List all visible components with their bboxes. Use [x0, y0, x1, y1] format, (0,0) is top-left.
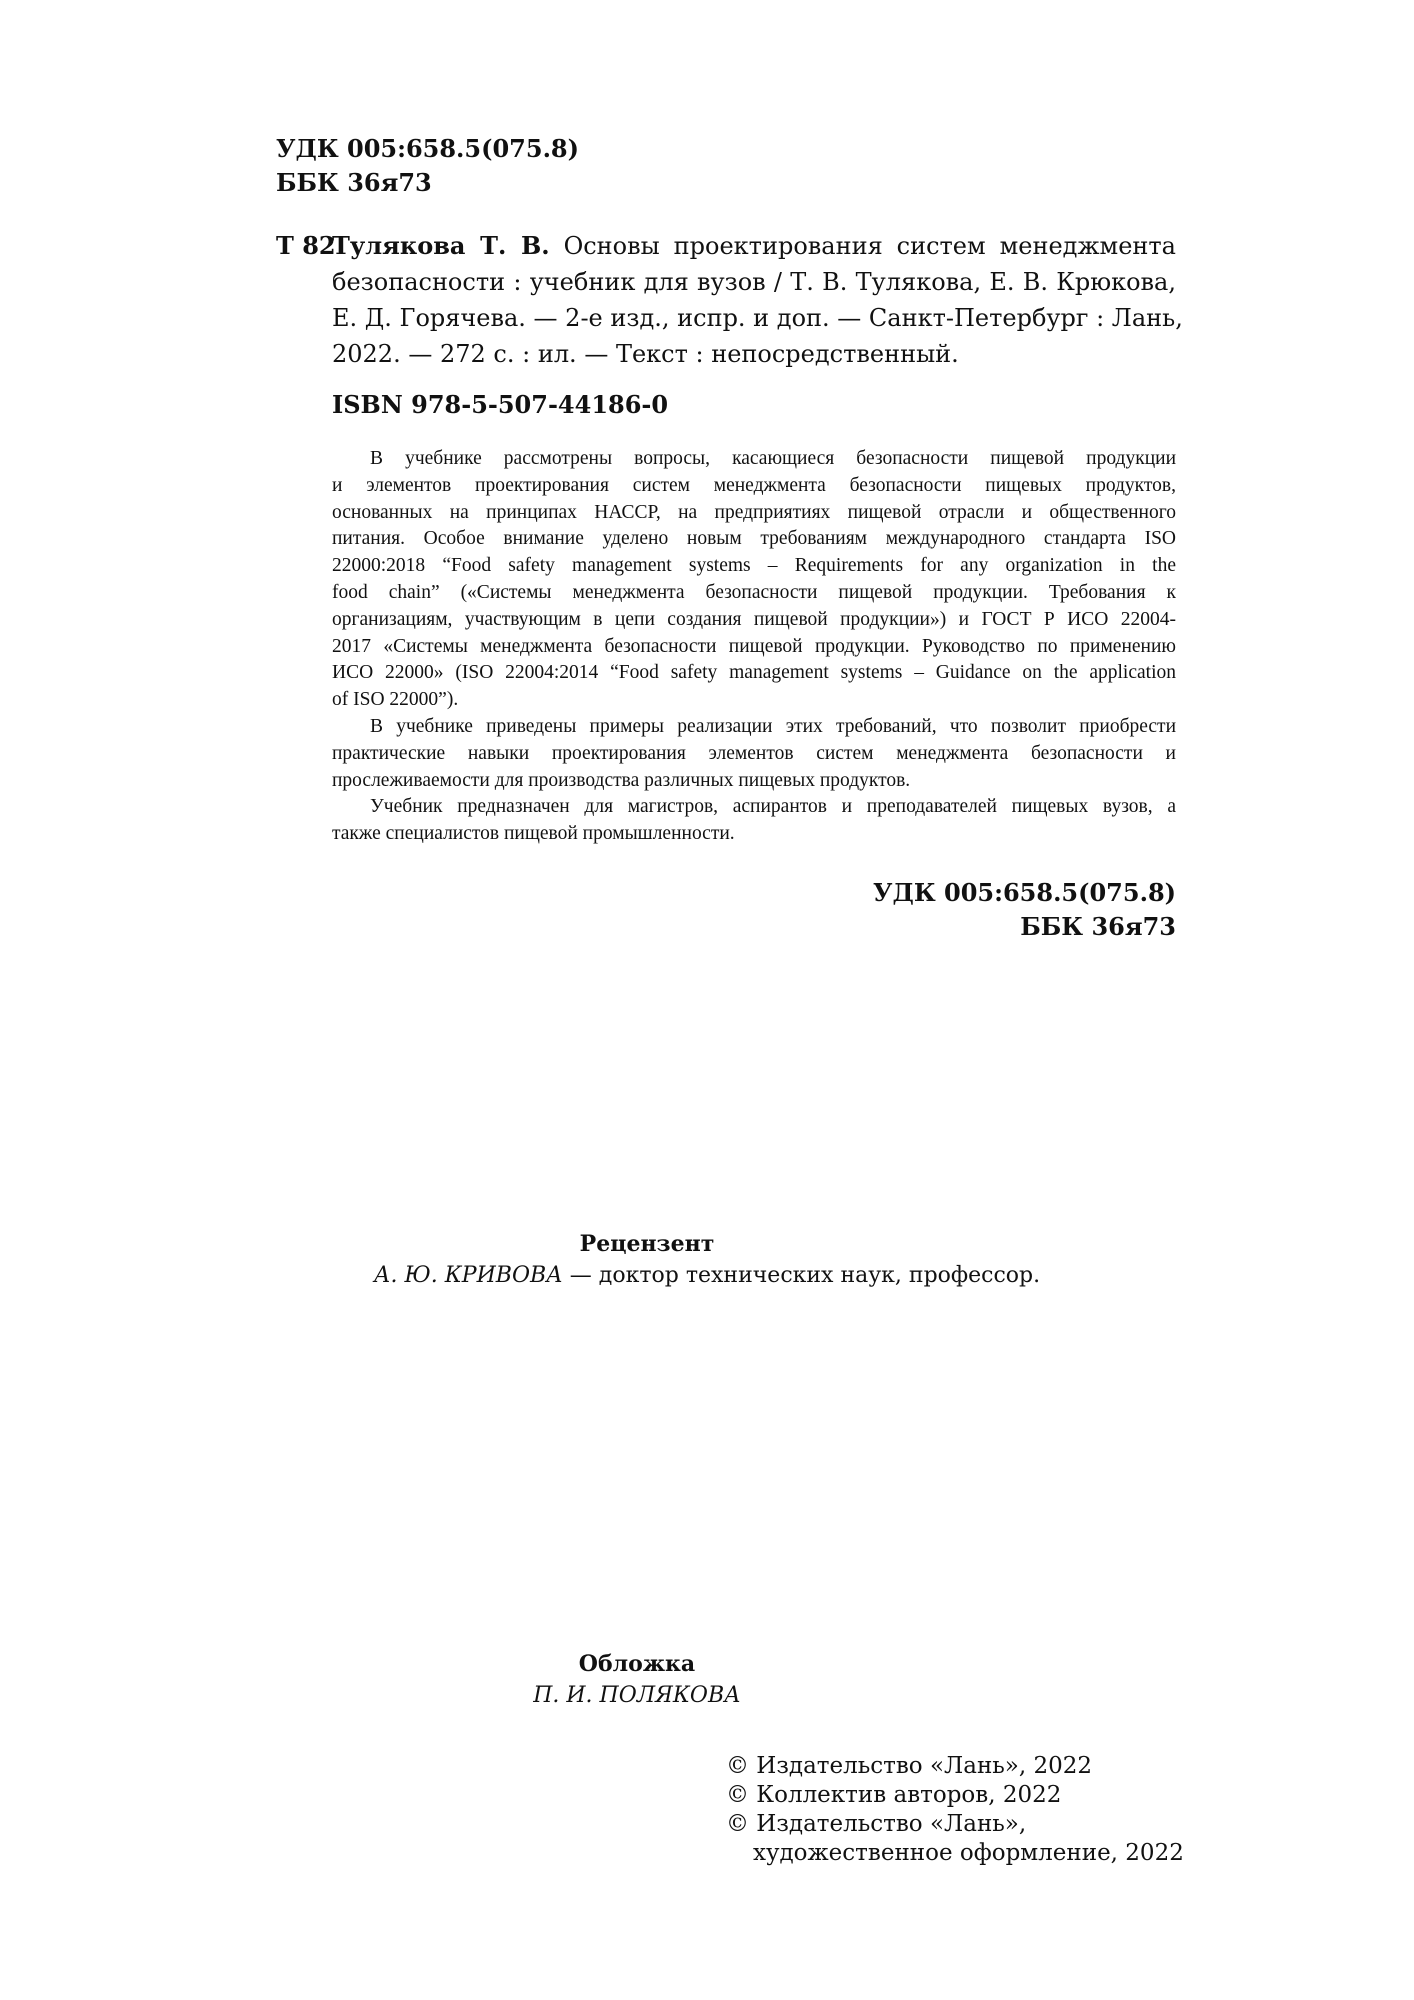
reviewer-name: А. Ю. КРИВОВА: [373, 1263, 563, 1288]
abstract-line: прослеживаемости для производства различных пищевых продуктов.: [332, 769, 911, 791]
abstract-line: питания. Особое внимание уделено новым требованиям международного стандарта ISO: [332, 528, 1176, 550]
abstract-paragraph-1: [332, 446, 1176, 714]
abstract-line: of ISO 22000”).: [332, 689, 459, 711]
biblio-line-3: Е. Д. Горячева. — 2-е изд., испр. и доп. — Санкт-Петербург : Лань,: [332, 304, 1183, 332]
abstract-line: В учебнике рассмотрены вопросы, касающиеся безопасности пищевой продукции: [370, 448, 1176, 469]
copyright-block: [726, 1752, 1184, 1868]
abstract-paragraph-3: [332, 794, 1176, 848]
abstract-line: практические навыки проектирования элементов систем менеджмента безопасности и: [332, 742, 1176, 764]
copyright-line-design-cont: художественное оформление, 2022: [753, 1840, 1184, 1866]
reviewer-description: — доктор технических наук, профессор.: [562, 1263, 1041, 1288]
abstract-line: 22000:2018 “Food safety management systems – Requirements for any organization in the: [332, 555, 1176, 577]
biblio-line-2: безопасности : учебник для вузов / Т. В. Тулякова, Е. В. Крюкова,: [332, 268, 1176, 296]
abstract: [332, 446, 1176, 848]
abstract-line: ИСО 22000» (ISO 22004:2014 “Food safety management systems – Guidance on the application: [332, 662, 1176, 684]
reviewer-heading: Рецензент: [579, 1231, 715, 1257]
abstract-line: основанных на принципах НАССР, на предприятиях пищевой отрасли и общественного: [332, 501, 1176, 523]
bbk-code-bottom: ББК 36я73: [1020, 912, 1176, 941]
udk-code-bottom: УДК 005:658.5(075.8): [873, 878, 1176, 907]
abstract-line: организациям, участвующим в цепи создания пищевой продукции») и ГОСТ Р ИСО 22004-: [332, 608, 1176, 630]
cover-heading: Обложка: [578, 1651, 696, 1677]
author-sign-code: Т 82: [276, 231, 336, 260]
abstract-line: 2017 «Системы менеджмента безопасности пищевой продукции. Руководство по применению: [332, 635, 1176, 657]
abstract-line: также специалистов пищевой промышленности.: [332, 823, 735, 845]
abstract-line: и элементов проектирования систем менеджмента безопасности пищевых продуктов,: [332, 474, 1176, 496]
reviewer-line: [0, 1260, 1414, 1292]
abstract-line: В учебнике приведены примеры реализации этих требований, что позволит приобрести: [370, 715, 1176, 737]
bibliographic-entry: [276, 228, 1183, 372]
udk-code-top: УДК 005:658.5(075.8): [276, 134, 579, 163]
author-name: Тулякова Т. В.: [332, 231, 550, 260]
udk-block-top: [276, 132, 579, 200]
copyright-line-design: © Издательство «Лань»,: [726, 1811, 1027, 1837]
isbn: ISBN 978-5-507-44186-0: [332, 390, 669, 419]
biblio-line-4: 2022. — 272 с. : ил. — Текст : непосредственный.: [332, 340, 959, 368]
bibliographic-description: [332, 228, 1183, 372]
book-title-start: Основы проектирования систем менеджмента: [563, 232, 1176, 260]
cover-credit-block: [0, 1648, 1414, 1712]
copyright-line-publisher: © Издательство «Лань», 2022: [726, 1753, 1093, 1779]
cover-designer-name: П. И. ПОЛЯКОВА: [533, 1683, 741, 1708]
reviewer-block: [0, 1228, 1414, 1292]
copyright-line-authors: © Коллектив авторов, 2022: [726, 1782, 1062, 1808]
abstract-line: Учебник предназначен для магистров, аспирантов и преподавателей пищевых вузов, а: [370, 796, 1176, 818]
bbk-code-top: ББК 36я73: [276, 168, 432, 197]
biblio-line-1: [332, 228, 1176, 264]
abstract-line: food chain” («Системы менеджмента безопасности пищевой продукции. Требования к: [332, 581, 1176, 603]
abstract-paragraph-2: [332, 714, 1176, 794]
udk-block-bottom: [873, 876, 1176, 944]
